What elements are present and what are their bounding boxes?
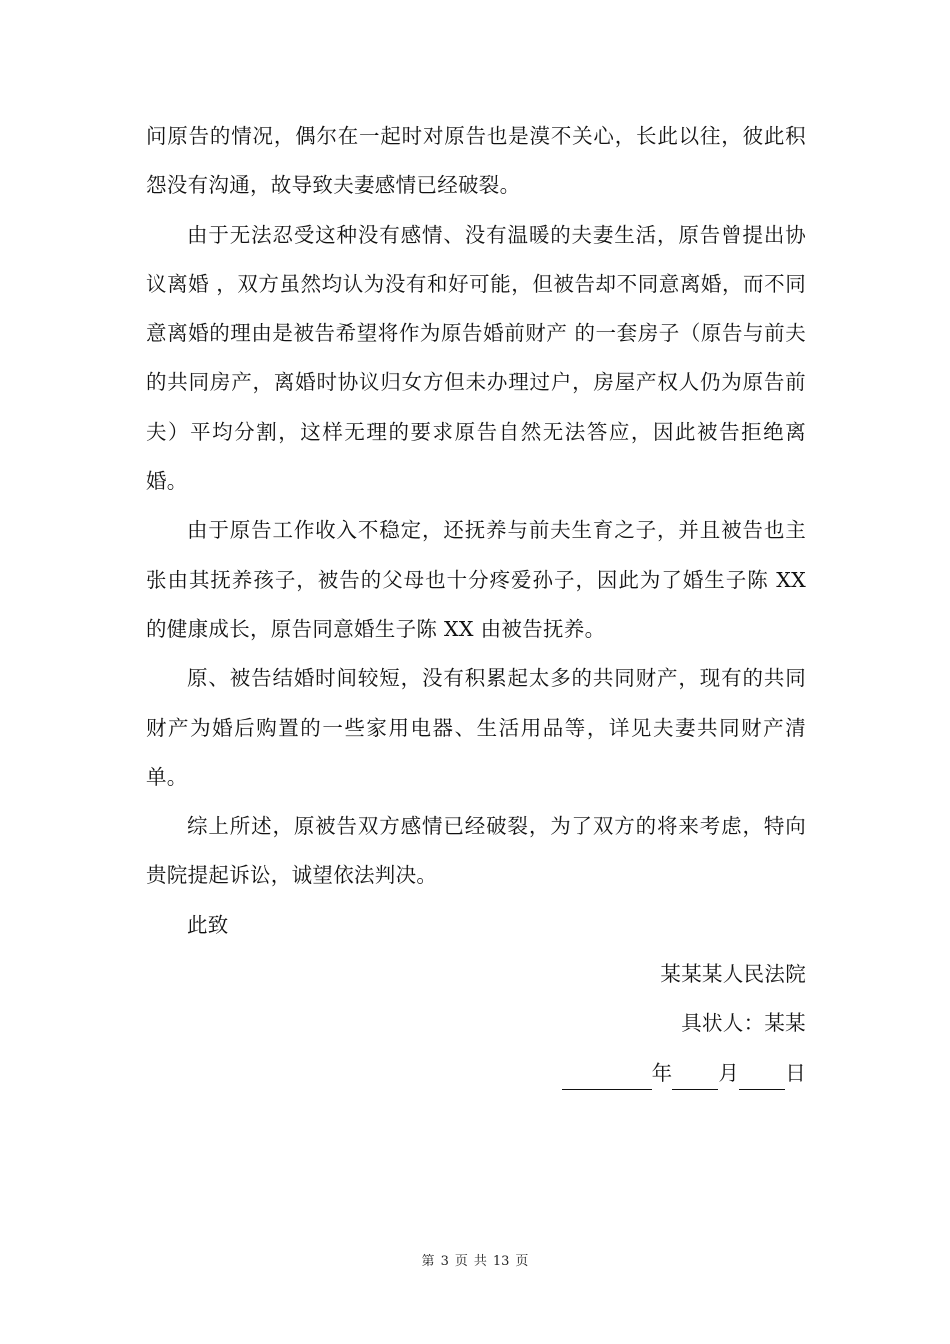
- paragraph-common-property: 原、被告结婚时间较短，没有积累起太多的共同财产，现有的共同财产为婚后购置的一些家用电器、生活用品等，详见夫妻共同财产清单。: [146, 666, 806, 789]
- paragraph-conclusion: 综上所述，原被告双方感情已经破裂，为了双方的将来考虑，特向贵院提起诉讼，诚望依法判决。: [146, 814, 806, 888]
- court-name: 某某某人民法院: [660, 962, 806, 987]
- month-label: 月: [718, 1060, 740, 1085]
- footer-page-word: 页: [454, 1254, 468, 1269]
- day-label: 日: [785, 1060, 806, 1085]
- footer-total-word: 共: [473, 1254, 487, 1269]
- paragraph-continuation: 问原告的情况，偶尔在一起时对原告也是漠不关心，长此以往，彼此积怨没有沟通，故导致夫妻感情已经破裂。: [146, 124, 806, 198]
- page-footer: [0, 1250, 950, 1269]
- footer-prefix: 第: [421, 1254, 435, 1269]
- year-label: 年: [651, 1060, 673, 1085]
- signer-line: 具状人：某某: [681, 1011, 806, 1036]
- paragraph-divorce-reason: 由于无法忍受这种没有感情、没有温暖的夫妻生活，原告曾提出协议离婚 ，双方虽然均认为没有和好可能，但被告却不同意离婚，而不同意离婚的理由是被告希望将作为原告婚前财产 的一套房子（原告与前夫的共同房产，离婚时协议归女方但未办理过户，房屋产权人仍为原告前夫）平均分割，这样无理的要求原告自然无法答应，因此被告拒绝离婚。: [146, 222, 806, 494]
- paragraph-child-custody: 由于原告工作收入不稳定，还抚养与前夫生育之子，并且被告也主张由其抚养孩子，被告的父母也十分疼爱孙子，因此为了婚生子陈 XX 的健康成长，原告同意婚生子陈 XX 由被告抚养。: [146, 518, 806, 641]
- paragraph-salutation: 此致: [187, 912, 229, 937]
- footer-suffix: 页: [515, 1254, 529, 1269]
- footer-total-pages: 13: [492, 1254, 510, 1269]
- document-body: [146, 112, 806, 1098]
- year-blank: [562, 1057, 652, 1090]
- date-line: [146, 1049, 806, 1098]
- month-blank: [672, 1057, 718, 1090]
- footer-current-page: 3: [440, 1254, 449, 1269]
- day-blank: [739, 1057, 785, 1090]
